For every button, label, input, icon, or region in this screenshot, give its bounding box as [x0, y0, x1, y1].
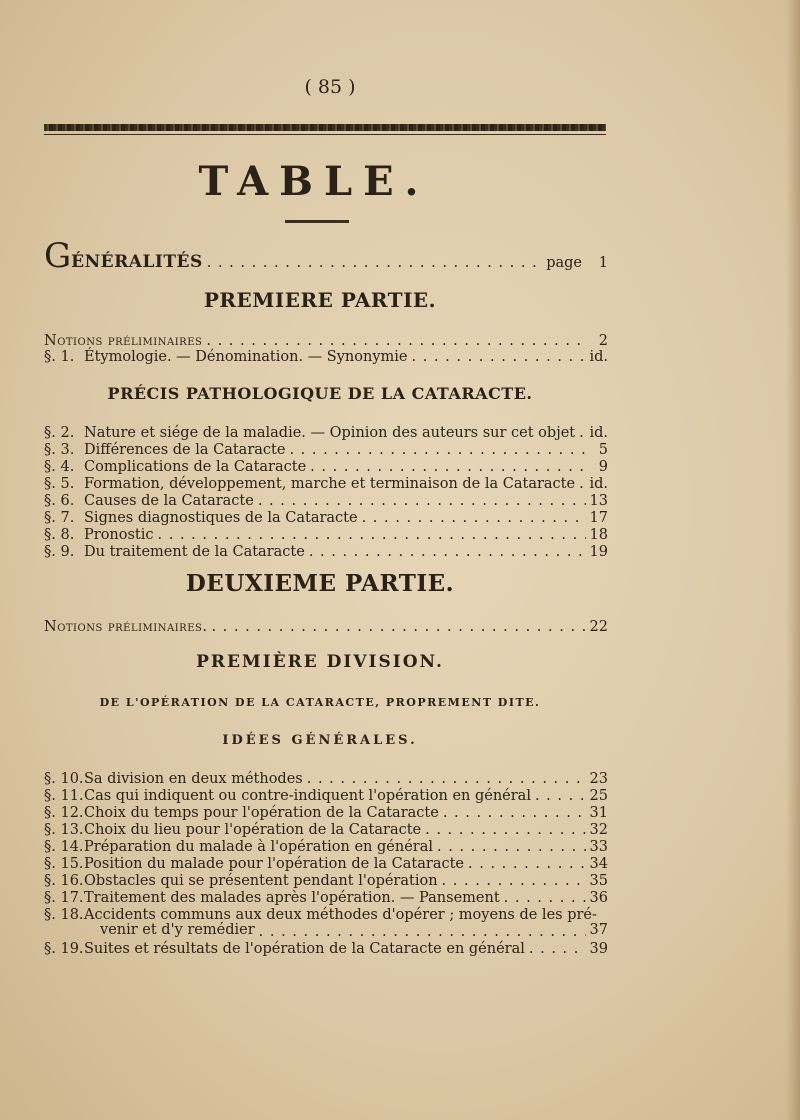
page-ref: 19 [589, 544, 608, 560]
leader-dots [158, 526, 586, 544]
entry-text: Causes de la Cataracte [84, 493, 254, 509]
toc-entry [44, 526, 608, 544]
leader-dots [207, 254, 542, 272]
leader-dots [437, 838, 586, 856]
section-number: §. 17. [44, 890, 84, 906]
entry-text: Obstacles qui se présentent pendant l'opération [84, 873, 438, 889]
entry-text: Choix du lieu pour l'opération de la Cataracte [84, 822, 422, 838]
page-edge [786, 0, 800, 1120]
section-number: §. 9. [44, 544, 75, 560]
entry-text: Notions préliminaires [44, 333, 203, 349]
leader-dots [443, 804, 586, 822]
toc-entry-sec1 [44, 348, 608, 366]
heading-idees-generales: IDÉES GÉNÉRALES. [222, 733, 418, 748]
page-ref: 37 [589, 922, 608, 938]
leader-dots [259, 922, 586, 940]
section-number: §. 4. [44, 459, 75, 475]
section-number: §. 3. [44, 442, 75, 458]
toc-entry [44, 543, 608, 561]
toc-entry [44, 855, 608, 873]
page-ref: 33 [589, 839, 608, 855]
entry-text: Traitement des malades après l'opération. — Pansement [84, 890, 500, 906]
entry-text: Sa division en deux méthodes [84, 771, 303, 787]
toc-entry [44, 770, 608, 788]
toc-entry [44, 821, 608, 839]
section-number: §. 18. [44, 907, 84, 923]
entry-text: Cas qui indiquent ou contre-indiquent l'opération en général [84, 788, 531, 804]
heading-operation: DE L'OPÉRATION DE LA CATARACTE, PROPREMENT DITE. [99, 696, 541, 709]
leader-dots [535, 787, 586, 805]
entry-text: Pronostic [84, 527, 154, 543]
title-rule [285, 220, 349, 223]
page-ref: 5 [598, 442, 608, 458]
entry-text: Différences de la Cataracte [84, 442, 286, 458]
page-label: page [546, 255, 582, 271]
generalites-initial: G [44, 236, 72, 276]
toc-entry [44, 441, 608, 459]
page-ref: 2 [598, 333, 608, 349]
section-number: §. 16. [44, 873, 84, 889]
toc-entry-continuation [100, 922, 608, 940]
section-number: §. 10. [44, 771, 84, 787]
leader-dots [309, 543, 586, 561]
toc-entry [44, 889, 608, 907]
page-ref: id. [589, 476, 608, 492]
toc-entry [44, 804, 608, 822]
leader-dots [442, 872, 586, 890]
leader-dots [362, 509, 586, 527]
page-ref: 31 [589, 805, 608, 821]
page-ref: 23 [589, 771, 608, 787]
leader-dots [211, 618, 585, 636]
toc-entry [44, 475, 608, 493]
page-number: ( 85 ) [304, 76, 356, 98]
page-title: TABLE. [198, 158, 430, 205]
leader-dots [504, 889, 586, 907]
page-ref: 25 [589, 788, 608, 804]
page-ref: 18 [589, 527, 608, 543]
section-number: §. 15. [44, 856, 84, 872]
entry-text: Complications de la Cataracte [84, 459, 307, 475]
leader-dots [579, 475, 585, 493]
section-number: §. 5. [44, 476, 75, 492]
leader-dots [258, 492, 586, 510]
heading-precis: PRÉCIS PATHOLOGIQUE DE LA CATARACTE. [107, 384, 533, 403]
leader-dots [579, 424, 585, 442]
leader-dots [310, 458, 586, 476]
leader-dots [307, 770, 586, 788]
heading-deuxieme-partie: DEUXIEME PARTIE. [185, 570, 455, 597]
page-ref: 9 [598, 459, 608, 475]
page-ref: 32 [589, 822, 608, 838]
thin-rule [44, 134, 606, 135]
page-ref: id. [589, 349, 608, 365]
page-ref: 39 [589, 941, 608, 957]
section-number: §. 6. [44, 493, 75, 509]
entry-text: Étymologie. — Dénomination. — Synonymie [84, 349, 408, 365]
section-number: §. 13. [44, 822, 84, 838]
heading-premiere-division: PREMIÈRE DIVISION. [196, 652, 444, 672]
toc-entry [44, 509, 608, 527]
entry-text: venir et d'y remédier [100, 922, 255, 938]
page-ref: 17 [589, 510, 608, 526]
toc-entry [44, 424, 608, 442]
toc-entry [44, 492, 608, 510]
page-ref: 1 [598, 255, 608, 271]
leader-dots [411, 348, 585, 366]
generalites-label: ÉNÉRALITÉS [71, 252, 203, 272]
toc-entry-notions-2 [44, 618, 608, 636]
section-number: §. 12. [44, 805, 84, 821]
toc-entry [44, 787, 608, 805]
entry-text: Du traitement de la Cataracte [84, 544, 305, 560]
toc-entry [44, 458, 608, 476]
entry-text: Suites et résultats de l'opération de la Cataracte en général [84, 941, 525, 957]
toc-entry [44, 940, 608, 958]
section-number: §. 1. [44, 349, 75, 365]
section-number: §. 11. [44, 788, 84, 804]
page-ref: 34 [589, 856, 608, 872]
page-ref: 13 [589, 493, 608, 509]
entry-text: Notions préliminaires. [44, 619, 208, 635]
section-number: §. 19. [44, 941, 84, 957]
toc-entry [44, 872, 608, 890]
entry-text: Formation, développement, marche et terminaison de la Cataracte [84, 476, 576, 492]
section-number: §. 8. [44, 527, 75, 543]
entry-text: Préparation du malade à l'opération en général [84, 839, 434, 855]
ornamental-rule [44, 124, 606, 131]
entry-text: Signes diagnostiques de la Cataracte [84, 510, 358, 526]
entry-text: Choix du temps pour l'opération de la Cataracte [84, 805, 439, 821]
toc-entry [44, 838, 608, 856]
page-ref: 36 [589, 890, 608, 906]
page-ref: 22 [589, 619, 608, 635]
page-ref: 35 [589, 873, 608, 889]
leader-dots [289, 441, 586, 459]
leader-dots [425, 821, 585, 839]
entry-text: Position du malade pour l'opération de la Cataracte [84, 856, 465, 872]
page-ref: id. [589, 425, 608, 441]
section-number: §. 14. [44, 839, 84, 855]
leader-dots [468, 855, 586, 873]
toc-entry-generalites [44, 236, 608, 276]
entry-text: Nature et siége de la maladie. — Opinion des auteurs sur cet objet [84, 425, 576, 441]
section-number: §. 2. [44, 425, 75, 441]
entry-text: Accidents communs aux deux méthodes d'opérer ; moyens de les pré- [84, 907, 597, 923]
section-number: §. 7. [44, 510, 75, 526]
leader-dots [529, 940, 586, 958]
heading-premiere-partie: PREMIERE PARTIE. [203, 288, 437, 312]
